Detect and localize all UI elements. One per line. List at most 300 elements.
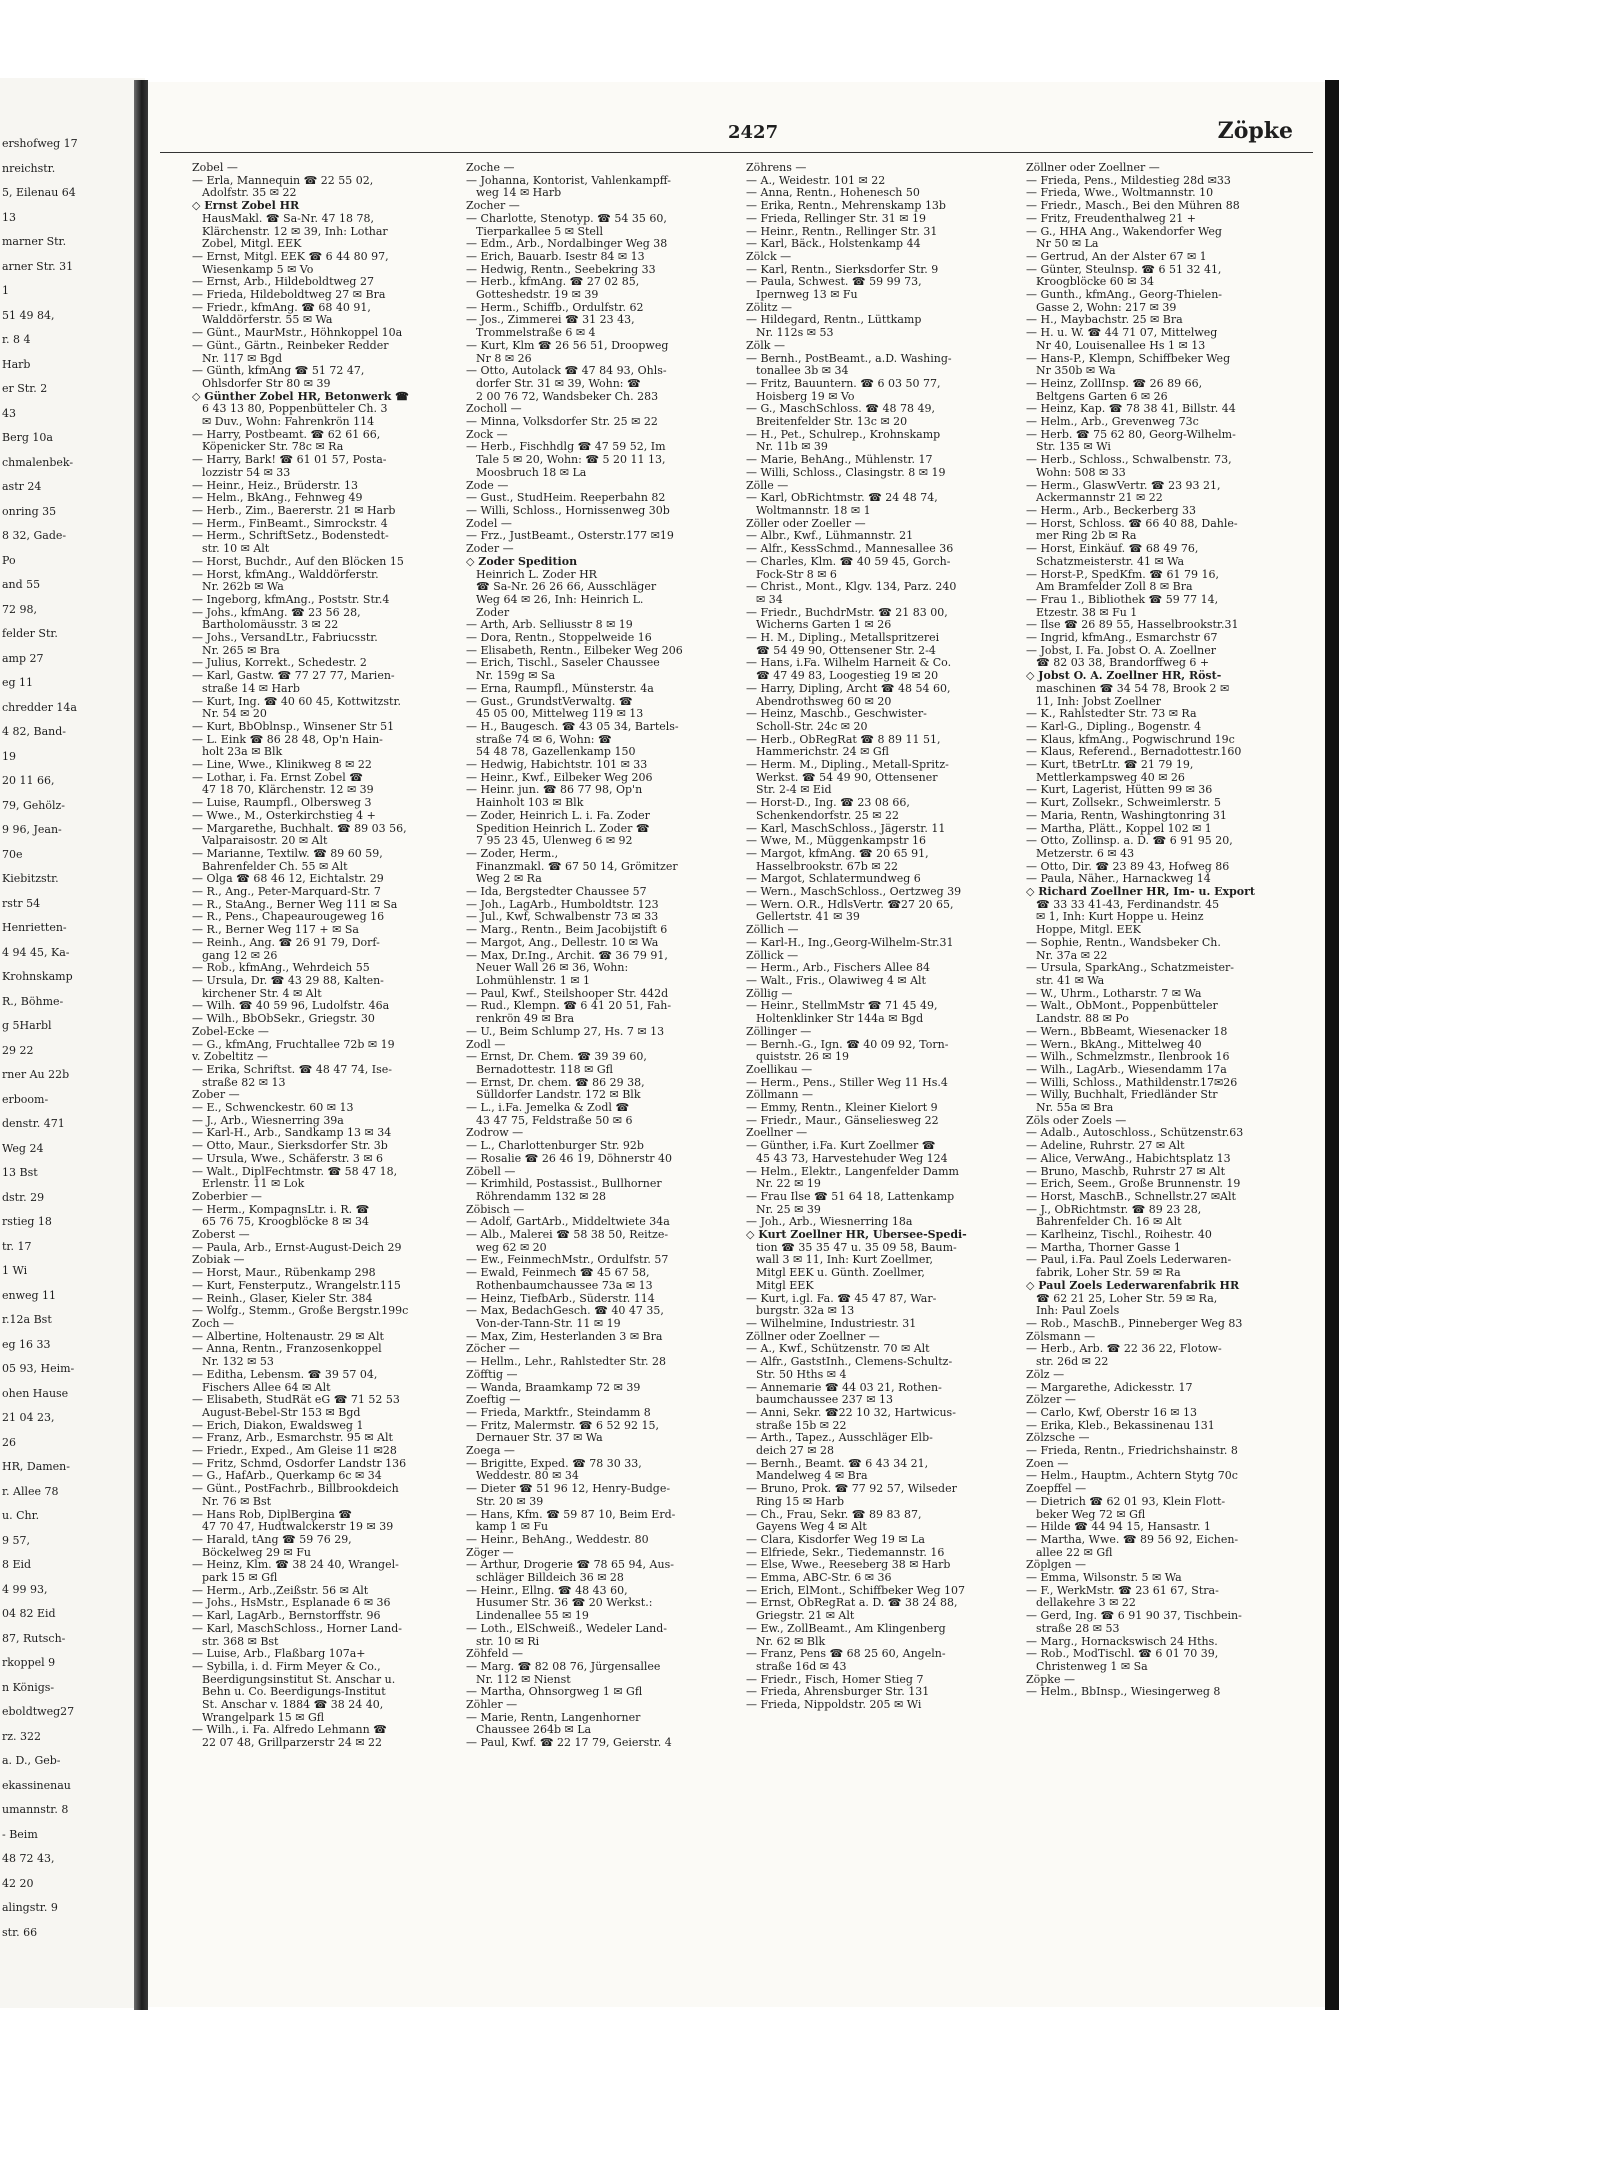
directory-entry: — Arthur, Drogerie ☎ 78 65 94, Aus- bbox=[466, 1559, 674, 1572]
left-page-line: denstr. 471 bbox=[2, 1117, 65, 1130]
directory-entry: ☎ Sa-Nr. 26 26 66, Ausschläger bbox=[476, 581, 657, 594]
left-page-line: 29 22 bbox=[2, 1043, 34, 1057]
directory-entry: Nr 50 ✉ La bbox=[1036, 238, 1099, 251]
directory-entry: Nr. 112s ✉ 53 bbox=[756, 327, 834, 340]
directory-entry: — Ingrid, kfmAng., Esmarchstr 67 bbox=[1026, 632, 1218, 645]
directory-entry: 47 70 47, Hudtwalckerstr 19 ✉ 39 bbox=[202, 1521, 394, 1534]
directory-entry: Chaussee 264b ✉ La bbox=[476, 1724, 592, 1737]
directory-entry: — Gertrud, An der Alster 67 ✉ 1 bbox=[1026, 250, 1207, 263]
directory-entry: — L., i.Fa. Jemelka & Zodl ☎ bbox=[466, 1102, 630, 1115]
directory-entry: Trommelstraße 6 ✉ 4 bbox=[476, 327, 596, 340]
directory-entry: — Ernst, ObRegRat a. D. ☎ 38 24 88, bbox=[746, 1597, 958, 1610]
left-page-line: eg 16 33 bbox=[2, 1337, 51, 1351]
directory-entry: Bernadottestr. 118 ✉ Gfl bbox=[476, 1063, 613, 1076]
directory-entry: — Johanna, Kontorist, Vahlenkampff- bbox=[466, 174, 671, 187]
directory-entry: str. 368 ✉ Bst bbox=[202, 1635, 279, 1648]
directory-entry: Moosbruch 18 ✉ La bbox=[476, 466, 587, 479]
left-page-line: 21 04 23, bbox=[2, 1411, 55, 1424]
left-page-line: tr. 17 bbox=[2, 1239, 32, 1253]
directory-entry: ☎ 47 49 83, Loogestieg 19 ✉ 20 bbox=[756, 670, 939, 683]
directory-entry: Str. 20 ✉ 39 bbox=[476, 1495, 544, 1508]
left-page-line: Harb bbox=[2, 357, 31, 371]
directory-entry: — Heinr. jun. ☎ 86 77 98, Op'n bbox=[466, 784, 643, 797]
directory-entry: Lohmühlenstr. 1 ✉ 1 bbox=[476, 975, 591, 987]
directory-entry: — Paula, Näher., Harnackweg 14 bbox=[1026, 873, 1211, 886]
directory-entry: — H. M., Dipling., Metallspritzerei bbox=[746, 632, 940, 645]
left-page-line: n Königs- bbox=[2, 1680, 55, 1694]
directory-entry: Gotteshedstr. 19 ✉ 39 bbox=[476, 289, 599, 302]
directory-entry: Nr. 62 ✉ Blk bbox=[756, 1635, 826, 1648]
directory-entry: — Friedr., Fisch, Homer Stieg 7 bbox=[746, 1673, 924, 1686]
directory-entry: Weg 2 ✉ Ra bbox=[476, 873, 542, 886]
directory-entry: — Marg., Rentn., Beim Jacobijstift 6 bbox=[466, 924, 668, 937]
directory-entry: straße 74 ✉ 6, Wohn: ☎ bbox=[476, 733, 612, 746]
directory-entry: dellakehre 3 ✉ 22 bbox=[1036, 1597, 1136, 1610]
surname-heading: Zöllinger — bbox=[746, 1025, 812, 1038]
directory-entry: — Marg., Hornackswisch 24 Hths. bbox=[1026, 1635, 1218, 1648]
directory-entry: — Karl-H., Arb., Sandkamp 13 ✉ 34 bbox=[192, 1127, 392, 1140]
directory-entry: — Walt., DiplFechtmstr. ☎ 58 47 18, bbox=[192, 1165, 398, 1178]
directory-entry: Christenweg 1 ✉ Sa bbox=[1036, 1660, 1148, 1673]
directory-entry: — Margot, kfmAng. ☎ 20 65 91, bbox=[746, 847, 929, 860]
directory-entry: — Reinh., Ang. ☎ 26 91 79, Dorf- bbox=[192, 936, 380, 949]
directory-entry: — Edm., Arb., Nordalbinger Weg 38 bbox=[466, 238, 668, 251]
directory-entry: — Bernh., PostBeamt., a.D. Washing- bbox=[746, 352, 952, 365]
directory-entry: — H., Baugesch. ☎ 43 05 34, Bartels- bbox=[466, 720, 679, 733]
left-page-line: - Beim bbox=[2, 1827, 38, 1841]
directory-entry: straße 14 ✉ Harb bbox=[202, 682, 300, 695]
directory-entry: — Herm., Arb.,Zeißstr. 56 ✉ Alt bbox=[192, 1584, 369, 1597]
directory-entry: — Klaus, Referend., Bernadottestr.160 bbox=[1026, 746, 1242, 759]
directory-entry: — Otto, Zollinsp. a. D. ☎ 6 91 95 20, bbox=[1026, 835, 1233, 848]
directory-entry: — Erich, Tischl., Saseler Chaussee bbox=[466, 657, 660, 670]
directory-entry: — Rob., ModTischl. ☎ 6 01 70 39, bbox=[1026, 1648, 1219, 1661]
directory-entry: — Ilse ☎ 26 89 55, Hasselbrookstr.31 bbox=[1026, 619, 1239, 632]
directory-entry: — Paula, Arb., Ernst-August-Deich 29 bbox=[192, 1241, 402, 1254]
left-page-line: 26 bbox=[2, 1435, 16, 1449]
running-head: Zöpke bbox=[1217, 118, 1293, 144]
directory-entry: — R., Ang., Peter-Marquard-Str. 7 bbox=[192, 886, 381, 899]
directory-entry: renkrön 49 ✉ Bra bbox=[476, 1013, 575, 1026]
surname-heading: Zöcher — bbox=[466, 1343, 520, 1356]
directory-entry: Sülldorfer Landstr. 172 ✉ Blk bbox=[476, 1089, 641, 1102]
directory-entry: — Helm., Arb., Grevenweg 73c bbox=[1026, 416, 1199, 429]
directory-entry: — Max, BedachGesch. ☎ 40 47 35, bbox=[466, 1305, 664, 1318]
directory-entry: — Horst, MaschB., Schnellstr.27 ✉Alt bbox=[1026, 1190, 1236, 1203]
directory-entry: schläger Billdeich 36 ✉ 28 bbox=[476, 1572, 624, 1585]
directory-entry: ◇ Richard Zoellner HR, Im- u. Export bbox=[1026, 886, 1255, 899]
directory-entry: — Frieda, Rentn., Friedrichshainstr. 8 bbox=[1026, 1445, 1238, 1458]
directory-entry: Hainholt 103 ✉ Blk bbox=[476, 797, 584, 810]
directory-entry: — Otto, Maur., Sierksdorfer Str. 3b bbox=[192, 1140, 388, 1153]
directory-entry: — Marianne, Textilw. ☎ 89 60 59, bbox=[192, 847, 383, 860]
directory-entry: str. 10 ✉ Alt bbox=[202, 543, 270, 556]
directory-entry: — G., MaschSchloss. ☎ 48 78 49, bbox=[746, 403, 935, 416]
surname-heading: Zöger — bbox=[466, 1546, 514, 1559]
directory-entry: — Herm., Arb., Beckerberg 33 bbox=[1026, 504, 1197, 517]
left-page-line: 13 Bst bbox=[2, 1166, 38, 1179]
directory-entry: — Wern. O.R., HdlsVertr. ☎27 20 65, bbox=[746, 898, 954, 911]
directory-entry: — Max, Dr.Ing., Archit. ☎ 36 79 91, bbox=[466, 949, 668, 962]
directory-entry: — Hans-P., Klempn, Schiffbeker Weg bbox=[1026, 352, 1231, 365]
left-page-line: ohen Hause bbox=[2, 1386, 69, 1400]
directory-entry: — Sybilla, i. d. Firm Meyer & Co., bbox=[192, 1660, 381, 1673]
directory-entry: Tale 5 ✉ 20, Wohn: ☎ 5 20 11 13, bbox=[476, 454, 666, 467]
directory-entry: Nr. 22 ✉ 19 bbox=[756, 1178, 821, 1191]
header-rule bbox=[160, 152, 1313, 153]
directory-entry: Hoisberg 19 ✉ Vo bbox=[756, 390, 855, 403]
column-4 bbox=[1026, 162, 1296, 1992]
directory-entry: Wiesenkamp 5 ✉ Vo bbox=[202, 263, 314, 276]
directory-entry: — Bernh.-G., Ign. ☎ 40 09 92, Torn- bbox=[746, 1038, 949, 1051]
directory-entry: — Horst-P., SpedKfm. ☎ 61 79 16, bbox=[1026, 568, 1219, 581]
directory-entry: Mettlerkampsweg 40 ✉ 26 bbox=[1036, 771, 1185, 784]
left-page-line: 70e bbox=[2, 847, 23, 861]
directory-entry: — Julius, Korrekt., Schedestr. 2 bbox=[192, 657, 367, 670]
surname-heading: Zölitz — bbox=[746, 301, 793, 314]
left-page-line: 20 11 66, bbox=[2, 774, 55, 787]
surname-heading: Zöfftig — bbox=[466, 1368, 518, 1381]
directory-entry: — Heinz, TiefbArb., Süderstr. 114 bbox=[466, 1292, 655, 1305]
directory-entry: 45 43 73, Harvestehuder Weg 124 bbox=[756, 1152, 948, 1165]
left-page-line: 72 98, bbox=[2, 602, 37, 616]
directory-entry: Wicherns Garten 1 ✉ 26 bbox=[756, 619, 892, 632]
directory-entry: — Gerd, Ing. ☎ 6 91 90 37, Tischbein- bbox=[1026, 1610, 1242, 1623]
surname-heading: Zoch — bbox=[192, 1317, 235, 1330]
directory-entry: Bartholomäusstr. 3 ✉ 22 bbox=[202, 619, 339, 632]
directory-entry: Tierparkallee 5 ✉ Stell bbox=[476, 225, 603, 238]
directory-entry: — Paul, Kwf. ☎ 22 17 79, Geierstr. 4 bbox=[466, 1737, 672, 1750]
directory-entry: — Dora, Rentn., Stoppelweide 16 bbox=[466, 632, 652, 645]
directory-entry: — Kurt, BbOblnsp., Winsener Str 51 bbox=[192, 720, 395, 733]
surname-heading: Zöllich — bbox=[746, 924, 799, 937]
surname-heading: Zoberbier — bbox=[192, 1190, 262, 1203]
directory-entry: Nr. 25 ✉ 39 bbox=[756, 1203, 821, 1216]
directory-entry: — Rob., kfmAng., Wehrdeich 55 bbox=[192, 962, 370, 975]
directory-entry: — Günther, i.Fa. Kurt Zoellmer ☎ bbox=[746, 1140, 936, 1153]
directory-entry: — Frieda, Hildeboldtweg 27 ✉ Bra bbox=[192, 289, 386, 302]
directory-entry: — Brigitte, Exped. ☎ 78 30 33, bbox=[466, 1457, 642, 1470]
directory-entry: weg 14 ✉ Harb bbox=[476, 187, 562, 200]
directory-entry: — Margot, Ang., Dellestr. 10 ✉ Wa bbox=[466, 936, 659, 949]
directory-entry: — Olga ☎ 68 46 12, Eichtalstr. 29 bbox=[192, 873, 384, 886]
directory-entry: — Heinz, Maschb., Geschwister- bbox=[746, 708, 927, 721]
directory-entry: ☎ 82 03 38, Brandorffweg 6 + bbox=[1036, 657, 1210, 670]
directory-entry: — Karl-H., Ing.,Georg-Wilhelm-Str.31 bbox=[746, 936, 954, 949]
directory-entry: Röhrendamm 132 ✉ 28 bbox=[476, 1190, 607, 1203]
directory-entry: — Else, Wwe., Reeseberg 38 ✉ Harb bbox=[746, 1559, 951, 1572]
directory-entry: — Frau Ilse ☎ 51 64 18, Lattenkamp bbox=[746, 1190, 955, 1203]
directory-entry: Valparaisostr. 20 ✉ Alt bbox=[202, 835, 328, 848]
directory-entry: — Johs., VersandLtr., Fabriucsstr. bbox=[192, 632, 378, 645]
directory-entry: Zoder bbox=[476, 606, 510, 619]
directory-entry: — F., WerkMstr. ☎ 23 61 67, Stra- bbox=[1026, 1584, 1219, 1597]
left-page-line: eboldtweg27 bbox=[2, 1705, 75, 1718]
directory-entry: tion ☎ 35 35 47 u. 35 09 58, Baum- bbox=[756, 1241, 957, 1254]
directory-entry: — Hellm., Lehr., Rahlstedter Str. 28 bbox=[466, 1356, 666, 1369]
directory-entry: — Frieda, Nippoldstr. 205 ✉ Wi bbox=[746, 1699, 922, 1712]
directory-entry: — Kurt, i.gl. Fa. ☎ 45 47 87, War- bbox=[746, 1292, 937, 1305]
directory-entry: Böckelweg 29 ✉ Fu bbox=[202, 1546, 311, 1559]
directory-entry: — Heinz, ZollInsp. ☎ 26 89 66, bbox=[1026, 377, 1203, 390]
directory-entry: — Frieda, Wwe., Woltmannstr. 10 bbox=[1026, 187, 1214, 200]
directory-entry: weg 62 ✉ 20 bbox=[476, 1241, 547, 1254]
directory-entry: quiststr. 26 ✉ 19 bbox=[756, 1051, 850, 1064]
left-page-line: rkoppel 9 bbox=[2, 1656, 56, 1669]
directory-entry: — Kurt, Klm ☎ 26 56 51, Droopweg bbox=[466, 339, 669, 352]
surname-heading: v. Zobeltitz — bbox=[192, 1051, 268, 1064]
directory-entry: — G., HHA Ang., Wakendorfer Weg bbox=[1026, 225, 1222, 238]
directory-entry: — Herm., SchriftSetz., Bodenstedt- bbox=[192, 530, 389, 543]
directory-entry: — Otto, Dir. ☎ 23 89 43, Hofweg 86 bbox=[1026, 860, 1230, 873]
directory-entry: Gayens Weg 4 ✉ Alt bbox=[756, 1521, 867, 1534]
directory-entry: Woltmannstr. 18 ✉ 1 bbox=[756, 504, 871, 517]
directory-entry: Neuer Wall 26 ✉ 36, Wohn: bbox=[476, 962, 629, 975]
directory-entry: Nr 350b ✉ Wa bbox=[1036, 365, 1116, 378]
directory-entry: — Paula, Schwest. ☎ 59 99 73, bbox=[746, 276, 922, 289]
directory-entry: Lindenallee 55 ✉ 19 bbox=[476, 1610, 589, 1623]
directory-entry: Bahrenfelder Ch. 16 ✉ Alt bbox=[1036, 1216, 1182, 1229]
directory-entry: — Reinh., Glaser, Kieler Str. 384 bbox=[192, 1292, 373, 1305]
directory-entry: Landstr. 88 ✉ Po bbox=[1036, 1013, 1129, 1026]
left-page-line: Krohnskamp bbox=[2, 970, 73, 983]
directory-entry: wall 3 ✉ 11, Inh: Kurt Zoellmer, bbox=[756, 1254, 933, 1267]
directory-entry: — Zoder, Herm., bbox=[466, 847, 559, 860]
directory-entry: — Adalb., Autoschloss., Schützenstr.63 bbox=[1026, 1127, 1244, 1140]
directory-entry: Nr 40, Louisenallee Hs 1 ✉ 13 bbox=[1036, 339, 1206, 352]
directory-entry: — Johs., kfmAng. ☎ 23 56 28, bbox=[192, 606, 361, 619]
directory-entry: 47 18 70, Klärchenstr. 12 ✉ 39 bbox=[202, 784, 374, 797]
left-page-line: ekassinenau bbox=[2, 1778, 71, 1792]
directory-entry: — Karl, Bäck., Holstenkamp 44 bbox=[746, 238, 921, 251]
directory-entry: ◇ Jobst O. A. Zoellner HR, Röst- bbox=[1026, 670, 1222, 683]
directory-entry: Dernauer Str. 37 ✉ Wa bbox=[476, 1432, 603, 1445]
directory-entry: 11, Inh: Jobst Zoellner bbox=[1036, 695, 1162, 708]
surname-heading: Zobel-Ecke — bbox=[192, 1025, 269, 1038]
directory-entry: ✉ 34 bbox=[756, 593, 783, 606]
directory-entry: — Ursula, SparkAng., Schatzmeister- bbox=[1026, 962, 1235, 975]
directory-entry: ◇ Kurt Zoellner HR, Übersee-Spedi- bbox=[746, 1229, 967, 1242]
directory-entry: Nr. 265 ✉ Bra bbox=[202, 644, 280, 657]
directory-entry: — Horst, Maur., Rübenkamp 298 bbox=[192, 1267, 376, 1280]
directory-entry: — Editha, Lebensm. ☎ 39 57 04, bbox=[192, 1368, 378, 1381]
directory-entry: straße 28 ✉ 53 bbox=[1036, 1622, 1120, 1635]
directory-entry: — Frieda, Marktfr., Steindamm 8 bbox=[466, 1406, 651, 1419]
directory-entry: — J., ObRichtmstr. ☎ 89 23 28, bbox=[1026, 1203, 1202, 1216]
left-page-line: 79, Gehölz- bbox=[2, 798, 66, 812]
surname-heading: Zölsmann — bbox=[1026, 1330, 1096, 1343]
directory-entry: deich 27 ✉ 28 bbox=[756, 1445, 835, 1458]
directory-entry: — Alfr., KessSchmd., Mannesallee 36 bbox=[746, 543, 954, 556]
directory-entry: — Marg. ☎ 82 08 76, Jürgensallee bbox=[466, 1660, 661, 1673]
page-number: 2427 bbox=[728, 122, 779, 143]
left-page-line: 19 bbox=[2, 749, 16, 763]
directory-entry: — Günt., Gärtn., Reinbeker Redder bbox=[192, 339, 389, 352]
directory-entry: — Willi, Schloss., Hornissenweg 30b bbox=[466, 504, 670, 517]
directory-entry: — Karl-G., Dipling., Bogenstr. 4 bbox=[1026, 720, 1202, 733]
surname-heading: Zocher — bbox=[466, 200, 520, 213]
directory-entry: — Erna, Raumpfl., Münsterstr. 4a bbox=[466, 682, 654, 695]
directory-entry: — Loth., ElSchweiß., Wedeler Land- bbox=[466, 1622, 667, 1635]
directory-entry: — Ewald, Feinmech ☎ 45 67 58, bbox=[466, 1267, 650, 1280]
directory-entry: — Margarethe, Buchhalt. ☎ 89 03 56, bbox=[192, 822, 407, 835]
left-page-line: umannstr. 8 bbox=[2, 1803, 69, 1816]
directory-entry: — Joh., LagArb., Humboldtstr. 123 bbox=[466, 898, 659, 911]
surname-heading: Zöplgen — bbox=[1026, 1559, 1086, 1572]
directory-entry: — Herb., Zim., Baererstr. 21 ✉ Harb bbox=[192, 504, 396, 517]
directory-entry: — H., Pet., Schulrep., Krohnskamp bbox=[746, 428, 941, 441]
directory-entry: Str. 50 Hths ✉ 4 bbox=[756, 1368, 847, 1381]
directory-entry: — Friedr., Exped., Am Gleise 11 ✉28 bbox=[192, 1445, 397, 1458]
directory-entry: — Lothar, i. Fa. Ernst Zobel ☎ bbox=[192, 771, 363, 784]
directory-entry: Mandelweg 4 ✉ Bra bbox=[756, 1470, 868, 1483]
directory-entry: — Wilh., i. Fa. Alfredo Lehmann ☎ bbox=[192, 1724, 387, 1737]
directory-entry: — Alfr., GaststInh., Clemens-Schultz- bbox=[746, 1356, 953, 1369]
directory-entry: — Kurt, Ing. ☎ 40 60 45, Kottwitzstr. bbox=[192, 695, 402, 708]
directory-entry: Zobel, Mitgl. EEK bbox=[202, 238, 302, 251]
directory-entry: — Helm., BbInsp., Wiesingerweg 8 bbox=[1026, 1686, 1221, 1699]
directory-entry: — Gust., StudHeim. Reeperbahn 82 bbox=[466, 492, 666, 505]
directory-entry: ☎ 62 21 25, Loher Str. 59 ✉ Ra, bbox=[1036, 1292, 1218, 1305]
directory-entry: — Wilhelmine, Industriestr. 31 bbox=[746, 1317, 917, 1330]
directory-entry: — Hans, i.Fa. Wilhelm Harneit & Co. bbox=[746, 657, 952, 670]
directory-entry: — Hans, Kfm. ☎ 59 87 10, Beim Erd- bbox=[466, 1508, 676, 1521]
directory-entry: — Frau 1., Bibliothek ☎ 59 77 14, bbox=[1026, 593, 1219, 606]
left-page-line: rz. 322 bbox=[2, 1729, 42, 1743]
directory-entry: — A., Weidestr. 101 ✉ 22 bbox=[746, 174, 886, 187]
directory-entry: — Rosalie ☎ 26 46 19, Döhnerstr 40 bbox=[466, 1152, 673, 1165]
left-page-line: rstr 54 bbox=[2, 896, 41, 910]
directory-entry: Nr. 132 ✉ 53 bbox=[202, 1356, 274, 1369]
column-2 bbox=[466, 162, 736, 1992]
directory-entry: — Ursula, Wwe., Schäferstr. 3 ✉ 6 bbox=[192, 1152, 384, 1165]
directory-entry: Nr. 37a ✉ 22 bbox=[1036, 949, 1108, 962]
directory-entry: — Line, Wwe., Klinikweg 8 ✉ 22 bbox=[192, 759, 372, 772]
directory-entry: — Erika, Schriftst. ☎ 48 47 74, Ise- bbox=[192, 1063, 393, 1076]
directory-entry: — Fritz, Schmd, Osdorfer Landstr 136 bbox=[192, 1457, 407, 1470]
directory-entry: — Fritz, Freudenthalweg 21 + bbox=[1026, 212, 1196, 225]
surname-heading: Zoen — bbox=[1026, 1457, 1069, 1470]
surname-heading: Zoder — bbox=[466, 543, 514, 556]
directory-entry: — Karl, LagArb., Bernstorffstr. 96 bbox=[192, 1610, 381, 1623]
directory-entry: allee 22 ✉ Gfl bbox=[1036, 1546, 1113, 1559]
directory-entry: — Gust., GrundstVerwaltg. ☎ bbox=[466, 695, 633, 708]
directory-entry: — Wwe, M., Müggenkampstr 16 bbox=[746, 835, 927, 848]
directory-entry: — Krimhild, Postassist., Bullhorner bbox=[466, 1178, 662, 1191]
directory-entry: — Adolf, GartArb., Middeltwiete 34a bbox=[466, 1216, 670, 1229]
directory-entry: — Friedr., Masch., Bei den Mühren 88 bbox=[1026, 200, 1240, 213]
left-page-line: dstr. 29 bbox=[2, 1190, 45, 1204]
directory-entry: Nr 8 ✉ 26 bbox=[476, 352, 532, 365]
left-page-line: 1 bbox=[2, 284, 9, 297]
directory-entry: ✉ Duv., Wohn: Fahrenkrön 114 bbox=[202, 416, 375, 429]
directory-entry: — Ernst, Mitgl. EEK ☎ 6 44 80 97, bbox=[192, 250, 389, 263]
directory-entry: 6 43 13 80, Poppenbütteler Ch. 3 bbox=[202, 403, 388, 416]
directory-entry: ☎ 33 33 41-43, Ferdinandstr. 45 bbox=[1036, 898, 1220, 911]
left-page-line: 8 Eid bbox=[2, 1558, 32, 1571]
directory-entry: — L., Charlottenburger Str. 92b bbox=[466, 1140, 644, 1153]
left-page-line: 9 96, Jean- bbox=[2, 823, 62, 836]
directory-entry: str. 26d ✉ 22 bbox=[1036, 1356, 1109, 1369]
directory-entry: — Kurt, Fensterputz., Wrangelstr.115 bbox=[192, 1279, 401, 1292]
directory-entry: — Frz., JustBeamt., Osterstr.177 ✉19 bbox=[466, 530, 674, 543]
surname-heading: Zoega — bbox=[466, 1445, 515, 1458]
left-page-line: HR, Damen- bbox=[2, 1460, 70, 1473]
directory-entry: — Charlotte, Stenotyp. ☎ 54 35 60, bbox=[466, 212, 667, 225]
left-page-line: str. 66 bbox=[2, 1925, 38, 1939]
directory-entry: — Horst, kfmAng., Walddörferstr. bbox=[192, 568, 379, 581]
directory-entry: — Luise, Arb., Flaßbarg 107a+ bbox=[192, 1648, 366, 1661]
directory-entry: — Annemarie ☎ 44 03 21, Rothen- bbox=[746, 1381, 942, 1394]
directory-entry: — Hildegard, Rentn., Lüttkamp bbox=[746, 314, 922, 327]
directory-entry: Kroogblöcke 60 ✉ 34 bbox=[1036, 276, 1154, 289]
directory-entry: — W., Uhrm., Lotharstr. 7 ✉ Wa bbox=[1026, 987, 1202, 1000]
directory-entry: Nr. 112 ✉ Nienst bbox=[476, 1673, 571, 1686]
directory-entry: — Dieter ☎ 51 96 12, Henry-Budge- bbox=[466, 1483, 671, 1496]
directory-entry: Ackermannstr 21 ✉ 22 bbox=[1036, 492, 1163, 505]
surname-heading: Zöhfeld — bbox=[466, 1648, 523, 1661]
surname-heading: Zoellner — bbox=[746, 1127, 808, 1140]
directory-entry: — Karl, Rentn., Sierksdorfer Str. 9 bbox=[746, 263, 939, 276]
directory-entry: — Martha, Plätt., Koppel 102 ✉ 1 bbox=[1026, 822, 1212, 835]
directory-entry: ◇ Zoder Spedition bbox=[466, 555, 578, 568]
surname-heading: Zoeftig — bbox=[466, 1394, 521, 1407]
surname-heading: Zöllner oder Zoellner — bbox=[1026, 162, 1160, 174]
directory-entry: — Luise, Raumpfl., Olbersweg 3 bbox=[192, 797, 372, 810]
directory-entry: — Horst, Schloss. ☎ 66 40 88, Dahle- bbox=[1026, 517, 1238, 530]
surname-heading: Zöls oder Zoels — bbox=[1026, 1114, 1127, 1127]
directory-entry: — Herb., Arb. ☎ 22 36 22, Flotow- bbox=[1026, 1343, 1222, 1356]
directory-entry: Wohn: 508 ✉ 33 bbox=[1036, 466, 1126, 479]
directory-entry: gang 12 ✉ 26 bbox=[202, 949, 278, 962]
left-page-line: ershofweg 17 bbox=[2, 137, 78, 150]
left-page-line: 04 82 Eid bbox=[2, 1607, 56, 1620]
left-page-line: 4 99 93, bbox=[2, 1582, 48, 1596]
directory-entry: — Anna, Rentn., Hohenesch 50 bbox=[746, 187, 920, 200]
directory-entry: Holtenklinker Str 144a ✉ Bgd bbox=[756, 1013, 924, 1026]
directory-entry: — Anna, Rentn., Franzosenkoppel bbox=[192, 1343, 382, 1356]
directory-entry: dorfer Str. 31 ✉ 39, Wohn: ☎ bbox=[476, 377, 641, 390]
directory-entry: Nr. 159g ✉ Sa bbox=[476, 670, 556, 683]
directory-entry: Hammerichstr. 24 ✉ Gfl bbox=[756, 746, 889, 759]
directory-entry: — Jos., Zimmerei ☎ 31 23 43, bbox=[466, 314, 635, 327]
directory-entry: St. Anschar v. 1884 ☎ 38 24 40, bbox=[202, 1699, 384, 1712]
directory-entry: — Günter, Steulnsp. ☎ 6 51 32 41, bbox=[1026, 263, 1222, 276]
surname-heading: Zölzer — bbox=[1026, 1394, 1076, 1407]
directory-entry: Ipernweg 13 ✉ Fu bbox=[756, 289, 858, 302]
directory-entry: — Wern., BkAng., Mittelweg 40 bbox=[1026, 1038, 1202, 1051]
directory-entry: — Heinr., Kwf., Eilbeker Weg 206 bbox=[466, 771, 653, 784]
directory-entry: Nr. 117 ✉ Bgd bbox=[202, 352, 283, 365]
left-page-line: 87, Rutsch- bbox=[2, 1631, 66, 1645]
directory-entry: — Zoder, Heinrich L. i. Fa. Zoder bbox=[466, 809, 650, 822]
directory-entry: — Minna, Volksdorfer Str. 25 ✉ 22 bbox=[466, 416, 658, 429]
surname-heading: Zöbisch — bbox=[466, 1203, 525, 1216]
directory-entry: — Emma, ABC-Str. 6 ✉ 36 bbox=[746, 1572, 892, 1585]
left-page-line: r. 8 4 bbox=[2, 333, 31, 346]
directory-entry: — Friedr., BuchdrMstr. ☎ 21 83 00, bbox=[746, 606, 948, 619]
surname-heading: Zölk — bbox=[746, 339, 785, 352]
directory-entry: Nr. 76 ✉ Bst bbox=[202, 1495, 272, 1508]
directory-entry: Griegstr. 21 ✉ Alt bbox=[756, 1610, 855, 1623]
directory-entry: — Jul., Kwf, Schwalbenstr 73 ✉ 33 bbox=[466, 911, 659, 924]
left-page-line: 8 32, Gade- bbox=[2, 529, 67, 542]
surname-heading: Zober — bbox=[192, 1089, 240, 1102]
directory-entry: Spedition Heinrich L. Zoder ☎ bbox=[476, 822, 650, 835]
directory-entry: — Wanda, Braamkamp 72 ✉ 39 bbox=[466, 1381, 641, 1394]
directory-entry: Gasse 2, Wohn: 217 ✉ 39 bbox=[1036, 301, 1177, 314]
directory-entry: — H. u. W. ☎ 44 71 07, Mittelweg bbox=[1026, 327, 1218, 340]
